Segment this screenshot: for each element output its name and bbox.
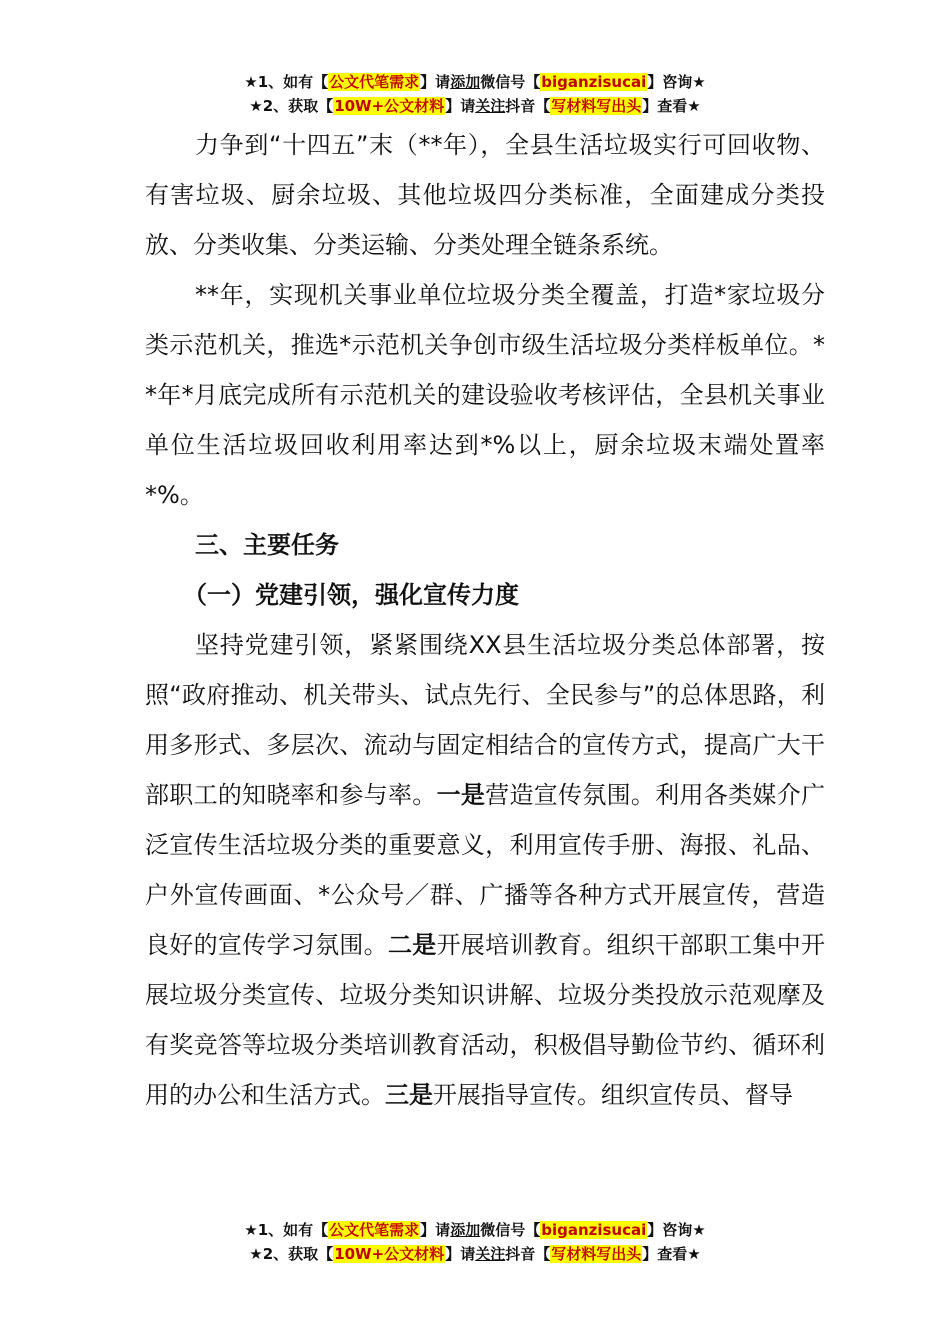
banner-text: ★1、如有【 (244, 73, 329, 91)
banner-text: 】请 (445, 1245, 476, 1263)
banner-line-1 (0, 70, 950, 94)
banner-text: 】请 (420, 1221, 451, 1239)
banner-highlight: 10W+公文材料 (334, 1245, 445, 1263)
banner-text: 】请 (445, 97, 476, 115)
banner-text: 抖音【 (505, 1245, 551, 1263)
banner-highlight: 10W+公文材料 (334, 97, 445, 115)
banner-underline: 关注 (475, 97, 506, 115)
banner-text: 微信号【 (480, 1221, 541, 1239)
banner-underline: 添加 (450, 1221, 481, 1239)
header-banner (0, 70, 950, 118)
banner-text: 】咨询★ (647, 73, 706, 91)
banner-text: 】咨询★ (647, 1221, 706, 1239)
footer-banner (0, 1218, 950, 1266)
bold-marker: 一是 (436, 781, 486, 809)
banner-text: 抖音【 (505, 97, 551, 115)
banner-highlight: 公文代笔需求 (329, 73, 420, 91)
banner-line-2 (0, 1242, 950, 1266)
subsection-heading: （一）党建引领，强化宣传力度 (183, 581, 519, 609)
banner-highlight: 写材料写出头 (551, 1245, 642, 1263)
banner-highlight: 公文代笔需求 (329, 1221, 420, 1239)
banner-underline: 添加 (450, 73, 481, 91)
paragraph-goal-2: **年，实现机关事业单位垃圾分类全覆盖，打造*家垃圾分类示范机关，推选*示范机关争创市级生活垃圾分类样板单位。**年*月底完成所有示范机关的建设验收考核评估，全县机关事业单位生活垃圾回收利用率达到*%以上，厨余垃圾末端处置率*%。 (145, 281, 825, 509)
paragraph-text: 开展培训教育。组织干部职工集中开展垃圾分类宣传、垃圾分类知识讲解、垃圾分类投放示范观摩及有奖竞答等垃圾分类培训教育活动，积极倡导勤俭节约、循环利用的办公和生活方式。 (145, 931, 826, 1109)
banner-text: ★1、如有【 (244, 1221, 329, 1239)
paragraph-goal-1: 力争到“十四五”末（**年），全县生活垃圾实行可回收物、有害垃圾、厨余垃圾、其他垃圾四分类标准，全面建成分类投放、分类收集、分类运输、分类处理全链条系统。 (145, 131, 825, 259)
paragraph-party-building (145, 620, 825, 1120)
document-body (145, 120, 825, 1120)
banner-text: 】查看★ (642, 1245, 701, 1263)
bold-marker: 三是 (385, 1081, 433, 1109)
banner-text: ★2、获取【 (249, 1245, 334, 1263)
banner-underline: 关注 (475, 1245, 506, 1263)
banner-text: 微信号【 (480, 73, 541, 91)
banner-text: ★2、获取【 (249, 97, 334, 115)
bold-marker: 二是 (387, 931, 437, 959)
paragraph-text: 开展指导宣传。组织宣传员、督导 (433, 1081, 793, 1109)
banner-line-1 (0, 1218, 950, 1242)
paragraph-text: 营造宣传氛围。利用各类媒介广泛宣传生活垃圾分类的重要意义，利用宣传手册、海报、礼品、户外宣传画面、*公众号／群、广播等各种方式开展宣传，营造良好的宣传学习氛围。 (145, 781, 826, 959)
banner-text: 】请 (420, 73, 451, 91)
banner-line-2 (0, 94, 950, 118)
section-heading: 三、主要任务 (195, 531, 339, 559)
banner-text: 】查看★ (642, 97, 701, 115)
banner-highlight: biganzisucai (541, 73, 647, 91)
banner-highlight: biganzisucai (541, 1221, 647, 1239)
paragraph-text: 坚持党建引领，紧紧围绕XX县生活垃圾分类总体部署，按照“政府推动、机关带头、试点先行、全民参与”的总体思路，利用多形式、多层次、流动与固定相结合的宣传方式，提高广大干部职工的知晓率和参与率。 (145, 631, 825, 809)
banner-highlight: 写材料写出头 (551, 97, 642, 115)
